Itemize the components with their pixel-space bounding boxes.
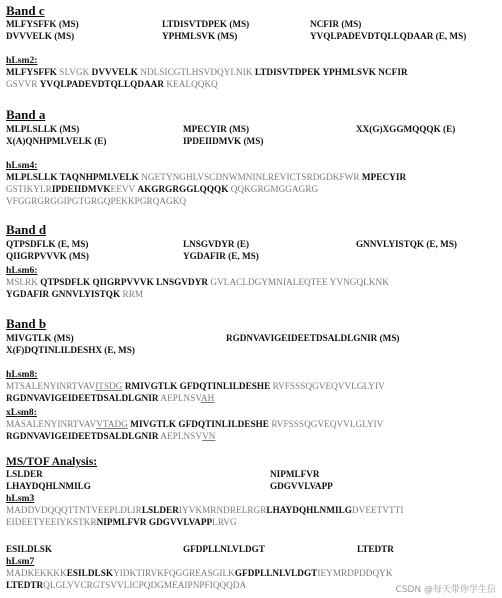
unidentified-sequence: QLGLVVCRGTSVVLICPQDGMEAIPNPFIQQQDA bbox=[43, 580, 247, 590]
sequence-line bbox=[6, 419, 383, 430]
unidentified-sequence: EEVV bbox=[110, 184, 138, 194]
unidentified-sequence: RVFSSSQGVEQVVLGLYIV bbox=[270, 381, 385, 391]
peptide-label: YVQLPADEVDTQLLQDAAR (E, MS) bbox=[310, 31, 467, 41]
sequence-line bbox=[6, 277, 389, 288]
band-a-heading: Band a bbox=[6, 107, 46, 122]
unidentified-sequence: LRVG bbox=[212, 517, 237, 527]
unidentified-sequence: NGETYNGHLVSCDNWMNINLREVICTSRDGDKFWR bbox=[138, 172, 362, 182]
protein-label: hLsm2: bbox=[6, 55, 38, 66]
unidentified-sequence: VTADG bbox=[96, 419, 128, 429]
unidentified-sequence: GVLACLDGYMNIALEQTEE YVNGQLKNK bbox=[208, 277, 389, 287]
sequence-line bbox=[6, 172, 406, 183]
unidentified-sequence: VN bbox=[202, 431, 216, 441]
unidentified-sequence: SLVGK bbox=[56, 67, 92, 77]
peptide-label: YPHMLSVK (MS) bbox=[162, 31, 238, 41]
identified-peptide: LHAYDQHLNMILG bbox=[266, 505, 352, 515]
unidentified-sequence: QQKGRGMGGAGRG bbox=[228, 184, 319, 194]
identified-peptide: RGDNVAVIGEIDEETDSALDLGNIR bbox=[6, 431, 159, 441]
peptide-label: MIVGTLK (MS) bbox=[6, 333, 74, 343]
unidentified-sequence: AEPLNSV bbox=[158, 393, 201, 403]
sequence-line bbox=[6, 393, 214, 404]
identified-peptide: QTPSDFLK QIIGRPVVVK LNSGVDYR bbox=[40, 277, 209, 287]
ms-tof-heading: MS/TOF Analysis: bbox=[6, 456, 98, 468]
unidentified-sequence: IYVKMRNDRELRGR bbox=[178, 505, 267, 515]
identified-peptide: YVQLPADEVDTQLLQDAAR bbox=[39, 79, 165, 89]
sequence-line bbox=[6, 580, 246, 591]
identified-peptide: MPECYIR bbox=[361, 172, 407, 182]
identified-peptide: MLFYSFFK bbox=[6, 67, 57, 77]
identified-peptide: NIPMLFVR GDGVVLVAPP bbox=[96, 517, 213, 527]
sequence-line bbox=[6, 67, 408, 78]
protein-label: hLsm7 bbox=[6, 556, 35, 567]
identified-peptide: GFDPLLNLVLDGT bbox=[234, 568, 318, 578]
sequence-line bbox=[6, 505, 403, 516]
unidentified-sequence: GSTIKYLR bbox=[6, 184, 52, 194]
unidentified-sequence: RVFSSSQGVEQVVLGLYIV bbox=[268, 419, 384, 429]
identified-peptide: MLPLSLLK TAQNHPMLVELK bbox=[6, 172, 139, 182]
unidentified-sequence: NDLSICGTLHSVDQYLNIK bbox=[137, 67, 255, 77]
sequence-line bbox=[6, 184, 318, 195]
peptide-label: IPDEIIDMVK (MS) bbox=[183, 136, 264, 146]
sequence-line bbox=[6, 79, 218, 90]
watermark: CSDN @每天带你学生信 bbox=[395, 585, 496, 595]
unidentified-sequence: MADKEKKKK bbox=[6, 568, 67, 578]
peptide-label: GFDPLLNLVLDGT bbox=[183, 544, 265, 554]
sequence-line bbox=[6, 196, 186, 207]
peptide-label: LSLDER bbox=[6, 469, 43, 479]
sequence-line bbox=[6, 431, 215, 442]
peptide-label: NIPMLFVR bbox=[270, 469, 320, 479]
protein-label: hLsm8: bbox=[6, 369, 38, 380]
unidentified-sequence: AEPLNSV bbox=[158, 431, 203, 441]
identified-peptide: YGDAFIR GNNVLYISTQK bbox=[6, 289, 121, 299]
unidentified-sequence: YIDKTIRVKFQGGREASGILK bbox=[113, 568, 235, 578]
peptide-label: XX(G)XGGMQQQK (E) bbox=[356, 124, 456, 134]
protein-label: hLsm4: bbox=[6, 160, 38, 171]
identified-peptide: LTEDTR bbox=[6, 580, 44, 590]
identified-peptide: AKGRGRGGLQQQK bbox=[137, 184, 229, 194]
identified-peptide: RGDNVAVIGEIDEETDSALDLGNIR bbox=[6, 393, 159, 403]
unidentified-sequence: ITSDG bbox=[95, 381, 123, 391]
peptide-label: NCFIR (MS) bbox=[310, 19, 362, 29]
peptide-label: YGDAFIR (E, MS) bbox=[183, 251, 259, 261]
unidentified-sequence: MSLRK bbox=[6, 277, 41, 287]
unidentified-sequence: VFGGRGRGGIPGTGRGQPEKKPGRQAGKQ bbox=[6, 196, 187, 206]
identified-peptide: LTDISVTDPEK YPHMLSVK NCFIR bbox=[254, 67, 408, 77]
peptide-label: X(A)QNHPMLVELK (E) bbox=[6, 136, 107, 146]
peptide-label: X(F)DQTINLILDESHX (E, MS) bbox=[6, 345, 135, 355]
identified-peptide: MIVGTLK GFDQTINLILDESHE bbox=[130, 419, 269, 429]
unidentified-sequence: EIDEETYEEIYKSTKR bbox=[6, 517, 97, 527]
peptide-label: MPECYIR (MS) bbox=[183, 124, 250, 134]
band-d-heading: Band d bbox=[6, 222, 47, 237]
peptide-label: ESILDLSK bbox=[6, 544, 52, 554]
peptide-label: RGDNVAVIGEIDEETDSALDLGNIR (MS) bbox=[226, 333, 400, 343]
unidentified-sequence: AH bbox=[200, 393, 215, 403]
peptide-label: LHAYDQHLNMILG bbox=[6, 481, 91, 491]
unidentified-sequence: RRM bbox=[120, 289, 144, 299]
protein-label: hLsm6: bbox=[6, 265, 38, 276]
unidentified-sequence: IEYMRDPDDQYK bbox=[317, 568, 393, 578]
identified-peptide: DVVVELK bbox=[91, 67, 138, 77]
peptide-label: MLPLSLLK (MS) bbox=[6, 124, 80, 134]
sequence-line bbox=[6, 289, 143, 300]
unidentified-sequence: DVEETVTTI bbox=[351, 505, 404, 515]
protein-label: xLsm8: bbox=[6, 407, 37, 418]
sequence-line bbox=[6, 381, 385, 392]
peptide-label: GNNVLYISTQK (E, MS) bbox=[356, 239, 457, 249]
sequence-line bbox=[6, 517, 237, 528]
band-c-heading: Band c bbox=[6, 3, 45, 18]
identified-peptide: RMIVGTLK GFDQTINLILDESHE bbox=[124, 381, 271, 391]
peptide-label: LTEDTR bbox=[357, 544, 394, 554]
protein-label: hLsm3 bbox=[6, 493, 35, 504]
identified-peptide: LSLDER bbox=[141, 505, 179, 515]
peptide-label: QIIGRPVVVK (MS) bbox=[6, 251, 89, 261]
peptide-label: QTPSDFLK (E, MS) bbox=[6, 239, 89, 249]
unidentified-sequence: MASALENYINRTVAV bbox=[6, 419, 97, 429]
peptide-label: MLFYSFFK (MS) bbox=[6, 19, 79, 29]
sequence-line bbox=[6, 568, 393, 579]
band-b-heading: Band b bbox=[6, 316, 47, 331]
peptide-label: LTDISVTDPEK (MS) bbox=[162, 19, 250, 29]
peptide-label: GDGVVLVAPP bbox=[270, 481, 333, 491]
unidentified-sequence: MADDVDQQQTTNTVEEPLDLIR bbox=[6, 505, 142, 515]
unidentified-sequence: MTSALENYINRTVAV bbox=[6, 381, 96, 391]
unidentified-sequence: KEALQQKQ bbox=[164, 79, 218, 89]
unidentified-sequence: GSVVR bbox=[6, 79, 40, 89]
identified-peptide: IPDEIIDMVK bbox=[51, 184, 111, 194]
identified-peptide: ESILDLSK bbox=[66, 568, 114, 578]
peptide-label: DVVVELK (MS) bbox=[6, 31, 75, 41]
peptide-label: LNSGVDYR (E) bbox=[183, 239, 250, 249]
